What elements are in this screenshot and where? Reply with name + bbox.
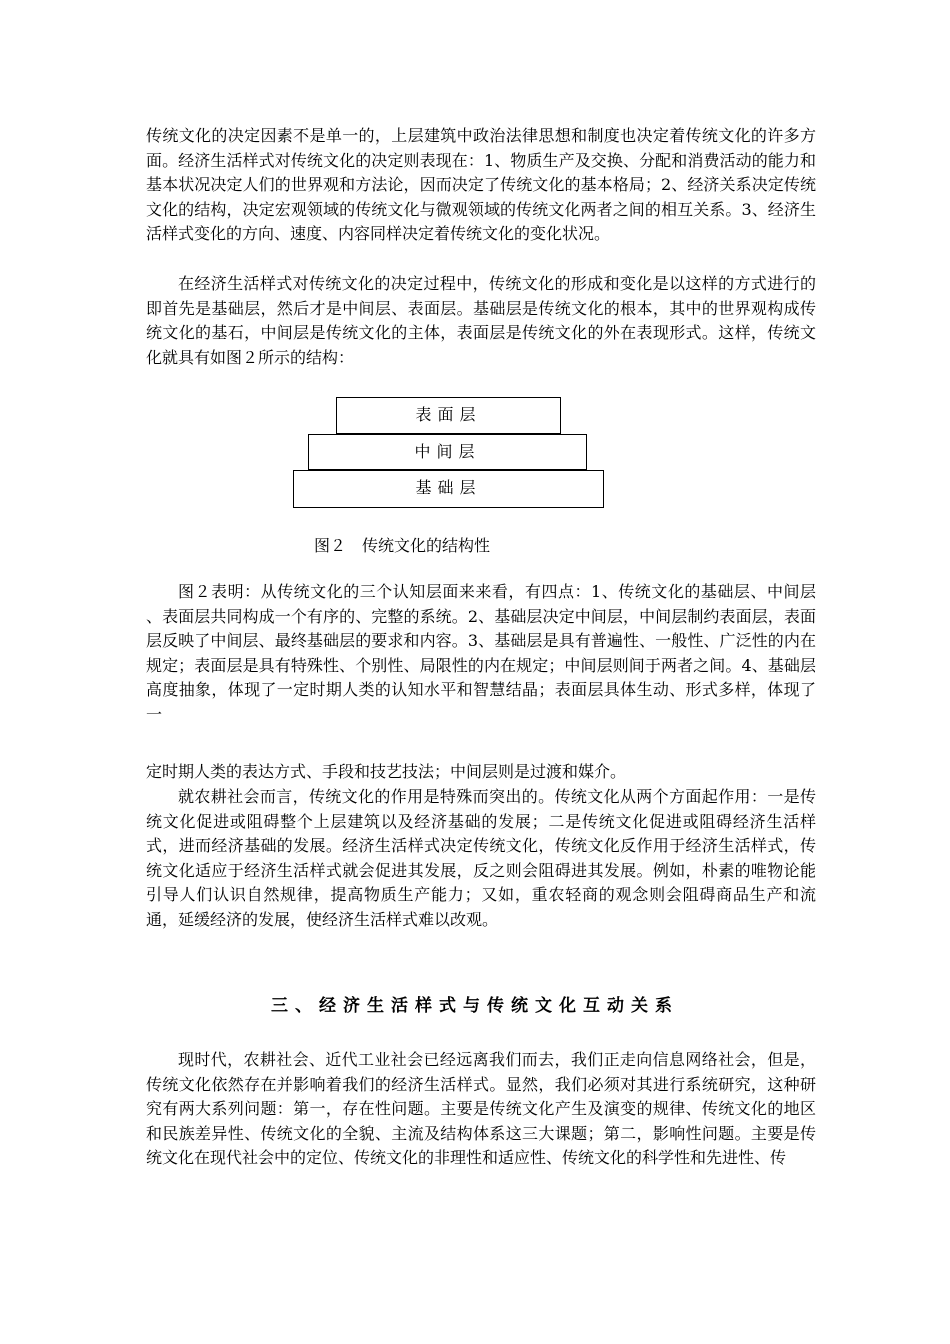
paragraph-figure-explanation: 图２表明：从传统文化的三个认知层面来来看，有四点：1、传统文化的基础层、中间层 、表面层共同构成一个有序的、完整的系统。2、基础层决定中间层，中间层制约表面层，表面层反映了中间层、最终基础层的要求和内容。3、基础层是具有普遍性、一般性、广泛性的内在规定；表面层是具有特殊性、个别性、局限性的内在规定；中间层则间于两者之间。4、基础层高度抽象，体现了一定时期人类的认知水平和智慧结晶；表面层具体生动、形式多样，体现了一 [146, 582, 816, 724]
paragraph-formation-process: 在经济生活样式对传统文化的决定过程中，传统文化的形成和变化是以这样的方式进行的即首先是基础层，然后才是中间层、表面层。基础层是传统文化的根本，其中的世界观构成传统文化的基石，中间层是传统文化的主体，表面层是传统文化的外在表现形式。这样，传统文化就具有如图２所示的结构： [146, 274, 816, 367]
figure-caption: 图２ 传统文化的结构性 [314, 536, 491, 555]
paragraph-determinants: 传统文化的决定因素不是单一的，上层建筑中政治法律思想和制度也决定着传统文化的许多方面。经济生活样式对传统文化的决定则表现在：1、物质生产及交换、分配和消费活动的能力和基本状况决定人们的世界观和方法论，因而决定了传统文化的基本格局；2、经济关系决定传统文化的结构，决定宏观领域的传统文化与微观领域的传统文化两者之间的相互关系。3、经济生活样式变化的方向、速度、内容同样决定着传统文化的变化状况。 [146, 126, 816, 244]
section-heading: 三、经济生活样式与传统文化互动关系 [271, 996, 679, 1016]
paragraph-agrarian-society: 就农耕社会而言，传统文化的作用是特殊而突出的。传统文化从两个方面起作用：一是传统文化促进或阻碍整个上层建筑以及经济基础的发展；二是传统文化促进或阻碍经济生活样式，进而经济基础的发展。经济生活样式决定传统文化，传统文化反作用于经济生活样式，传统文化适应于经济生活样式就会促进其发展，反之则会阻碍进其发展。例如，朴素的唯物论能引导人们认识自然规律，提高物质生产能力；又如，重农轻商的观念则会阻碍商品生产和流通，延缓经济的发展，使经济生活样式难以改观。 [146, 787, 816, 929]
paragraph-figure-explanation-continued: 定时期人类的表达方式、手段和技艺技法；中间层则是过渡和媒介。 [146, 762, 627, 781]
paragraph-modern-era: 现时代，农耕社会、近代工业社会已经远离我们而去，我们正走向信息网络社会，但是，传统文化依然存在并影响着我们的经济生活样式。显然，我们必须对其进行系统研究，这种研究有两大系列问题：第一，存在性问题。主要是传统文化产生及演变的规律、传统文化的地区和民族差异性、传统文化的全貌、主流及结构体系这三大课题；第二，影响性问题。主要是传统文化在现代社会中的定位、传统文化的非理性和适应性、传统文化的科学性和先进性、传 [146, 1050, 816, 1168]
diagram-surface-layer: 表面层 [336, 397, 561, 434]
diagram-base-layer: 基础层 [293, 470, 604, 508]
diagram-middle-layer: 中间层 [308, 434, 587, 470]
